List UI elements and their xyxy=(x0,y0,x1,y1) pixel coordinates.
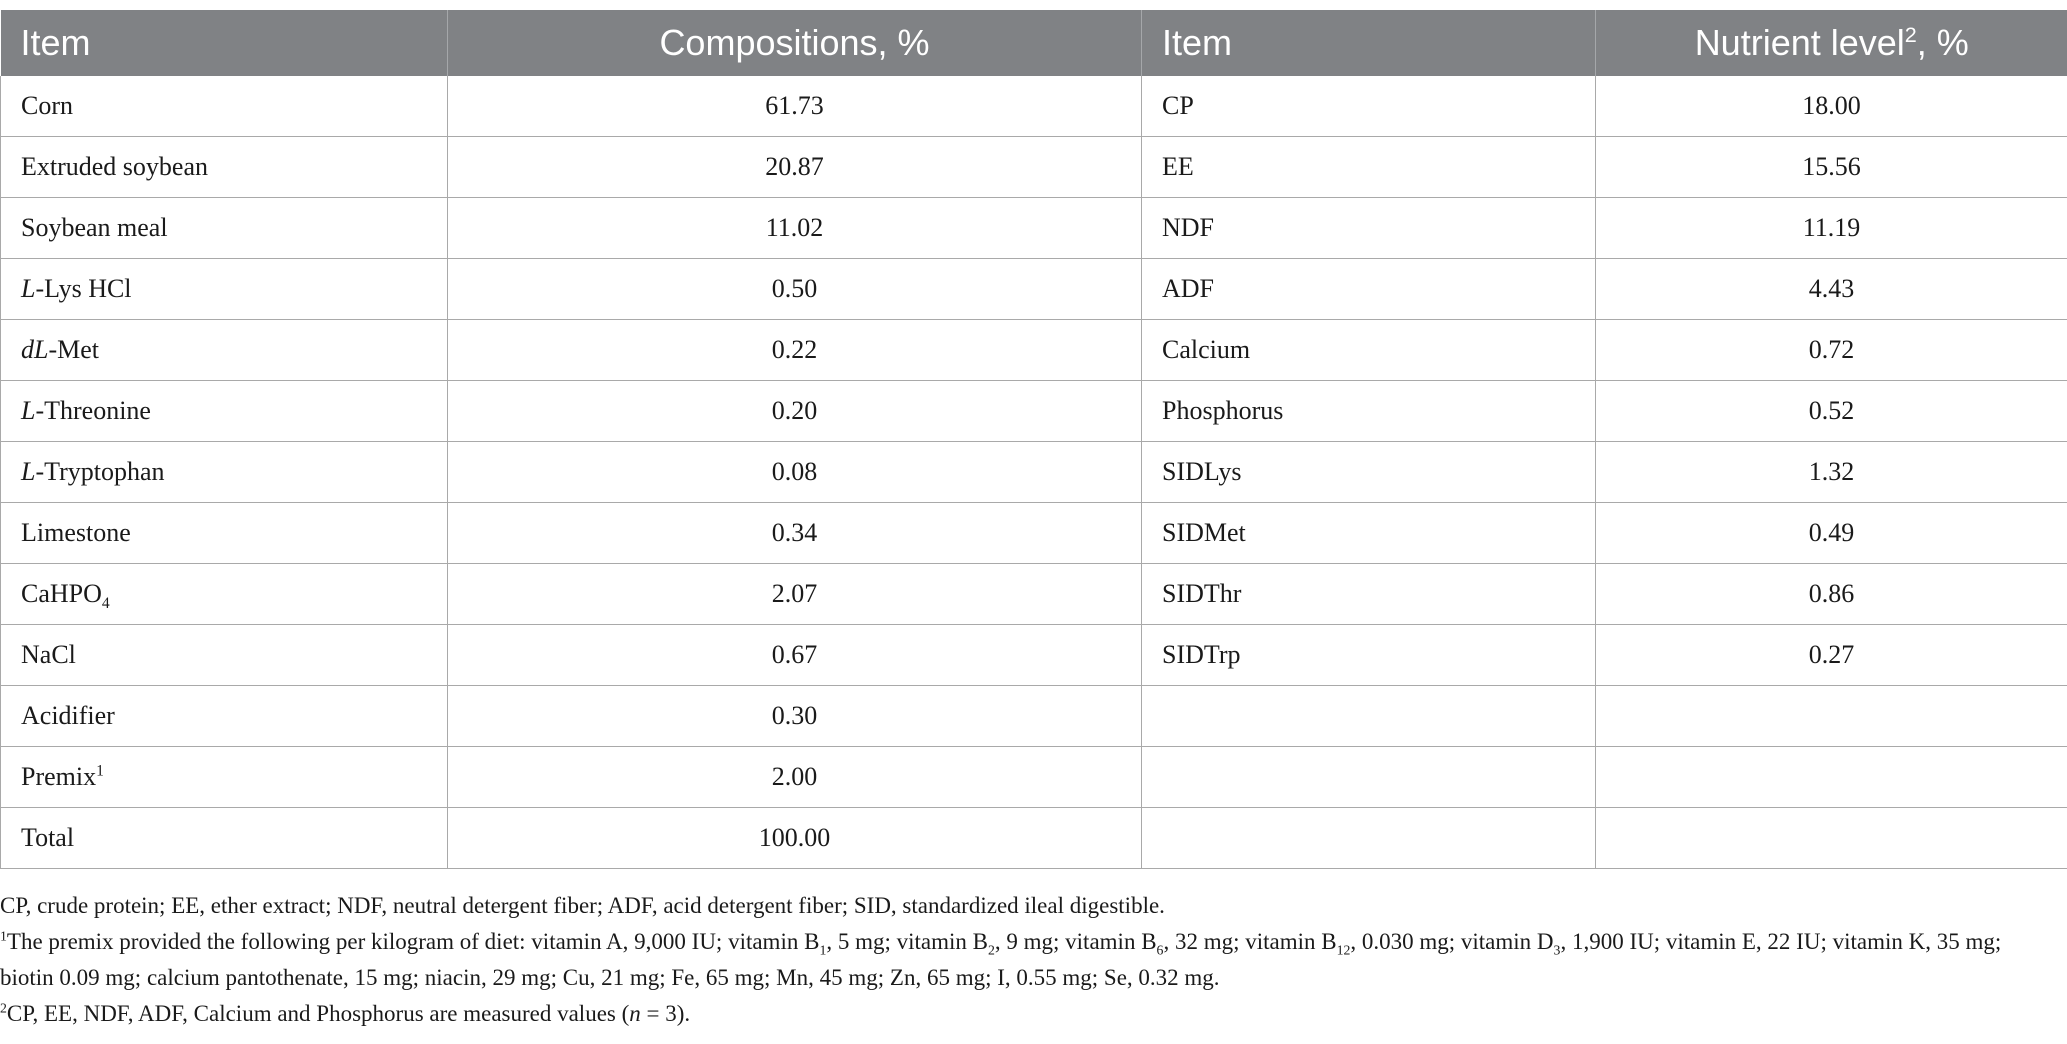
header-item: Item xyxy=(1,10,448,76)
ingredient-name: NaCl xyxy=(21,640,76,669)
footnote-2-text: CP, EE, NDF, ADF, Calcium and Phosphorus are measured values ( xyxy=(6,1001,630,1026)
ingredient-name: Premix xyxy=(21,762,97,791)
header-nutrient-level xyxy=(1596,10,2067,76)
cell-ingredient xyxy=(1,747,448,808)
cell-ingredient xyxy=(1,625,448,686)
header-row xyxy=(1,10,2067,76)
table-row xyxy=(1,503,2067,564)
cell-composition: 61.73 xyxy=(448,76,1142,137)
cell-nutrient-level: 0.49 xyxy=(1596,503,2067,564)
ingredient-italic-prefix: L xyxy=(21,457,36,486)
ingredient-name: Soybean meal xyxy=(21,213,168,242)
ingredient-name: Total xyxy=(21,823,75,852)
ingredient-footnote-mark: 1 xyxy=(96,762,104,780)
cell-nutrient xyxy=(1142,808,1596,869)
cell-nutrient-level xyxy=(1596,686,2067,747)
table-row xyxy=(1,259,2067,320)
table-row xyxy=(1,381,2067,442)
footnote-2-italic: n xyxy=(629,1001,641,1026)
diet-composition-table-wrapper xyxy=(0,10,2067,869)
ingredient-name: -Met xyxy=(48,335,100,364)
abbreviations-note: CP, crude protein; EE, ether extract; NDF, neutral detergent fiber; ADF, acid detergent fiber; SID, standardized ileal digestible. xyxy=(0,893,1165,918)
cell-ingredient xyxy=(1,76,448,137)
cell-nutrient-level: 0.72 xyxy=(1596,320,2067,381)
ingredient-italic-prefix: dL xyxy=(21,335,49,364)
footnote-2-mark: 2 xyxy=(0,1000,7,1016)
table-row xyxy=(1,137,2067,198)
cell-nutrient-level: 0.86 xyxy=(1596,564,2067,625)
footnote-1-sub: 2 xyxy=(987,942,995,958)
footnote-1-sub: 6 xyxy=(1156,942,1164,958)
table-footnotes xyxy=(0,888,2060,1032)
cell-composition: 0.22 xyxy=(448,320,1142,381)
cell-nutrient: ADF xyxy=(1142,259,1596,320)
cell-nutrient xyxy=(1142,686,1596,747)
cell-ingredient xyxy=(1,137,448,198)
footnote-1-mark: 1 xyxy=(0,928,7,944)
header-item-2: Item xyxy=(1142,10,1596,76)
cell-composition: 0.08 xyxy=(448,442,1142,503)
header-nutrient-text: Nutrient level xyxy=(1694,22,1905,63)
cell-nutrient: SIDTrp xyxy=(1142,625,1596,686)
cell-composition: 11.02 xyxy=(448,198,1142,259)
table-row xyxy=(1,808,2067,869)
cell-composition: 100.00 xyxy=(448,808,1142,869)
ingredient-subscript: 4 xyxy=(101,595,110,613)
table-row xyxy=(1,76,2067,137)
table-row xyxy=(1,198,2067,259)
header-nutrient-unit: , % xyxy=(1916,22,1969,63)
cell-ingredient xyxy=(1,320,448,381)
table-body xyxy=(1,76,2067,869)
ingredient-name: Extruded soybean xyxy=(21,152,209,181)
table-header xyxy=(1,10,2067,76)
cell-ingredient xyxy=(1,381,448,442)
footnote-1-text: , 5 mg; vitamin B xyxy=(826,929,988,954)
table-row xyxy=(1,686,2067,747)
cell-composition: 0.50 xyxy=(448,259,1142,320)
cell-nutrient-level: 0.52 xyxy=(1596,381,2067,442)
cell-nutrient: SIDLys xyxy=(1142,442,1596,503)
cell-nutrient: Calcium xyxy=(1142,320,1596,381)
cell-composition: 0.20 xyxy=(448,381,1142,442)
cell-ingredient xyxy=(1,503,448,564)
cell-nutrient: EE xyxy=(1142,137,1596,198)
ingredient-name: Acidifier xyxy=(21,701,115,730)
ingredient-name: Limestone xyxy=(21,518,131,547)
table-row xyxy=(1,442,2067,503)
footnote-1-sub: 3 xyxy=(1553,942,1561,958)
footnote-1 xyxy=(0,924,2060,996)
cell-nutrient-level: 0.27 xyxy=(1596,625,2067,686)
cell-nutrient-level: 4.43 xyxy=(1596,259,2067,320)
cell-ingredient xyxy=(1,259,448,320)
footnote-1-text: , 32 mg; vitamin B xyxy=(1163,929,1337,954)
cell-ingredient xyxy=(1,198,448,259)
cell-nutrient-level: 18.00 xyxy=(1596,76,2067,137)
cell-ingredient xyxy=(1,808,448,869)
cell-composition: 2.07 xyxy=(448,564,1142,625)
ingredient-name: -Tryptophan xyxy=(35,457,165,486)
footnote-1-text: , 0.030 mg; vitamin D xyxy=(1350,929,1554,954)
footnote-2 xyxy=(0,996,2060,1032)
cell-nutrient xyxy=(1142,747,1596,808)
ingredient-name: -Lys HCl xyxy=(35,274,132,303)
footnote-1-sub: 1 xyxy=(819,942,827,958)
cell-nutrient: NDF xyxy=(1142,198,1596,259)
cell-composition: 0.30 xyxy=(448,686,1142,747)
cell-nutrient: CP xyxy=(1142,76,1596,137)
ingredient-italic-prefix: L xyxy=(21,396,36,425)
cell-nutrient: Phosphorus xyxy=(1142,381,1596,442)
cell-nutrient-level xyxy=(1596,808,2067,869)
footnote-1-text: , 9 mg; vitamin B xyxy=(994,929,1157,954)
cell-nutrient-level xyxy=(1596,747,2067,808)
footnote-2-text: = 3). xyxy=(640,1001,691,1026)
cell-nutrient-level: 11.19 xyxy=(1596,198,2067,259)
diet-composition-table xyxy=(0,10,2067,869)
cell-ingredient xyxy=(1,442,448,503)
cell-ingredient xyxy=(1,686,448,747)
ingredient-name: -Threonine xyxy=(35,396,151,425)
cell-composition: 20.87 xyxy=(448,137,1142,198)
table-row xyxy=(1,625,2067,686)
cell-composition: 2.00 xyxy=(448,747,1142,808)
ingredient-italic-prefix: L xyxy=(21,274,36,303)
cell-nutrient: SIDThr xyxy=(1142,564,1596,625)
cell-nutrient: SIDMet xyxy=(1142,503,1596,564)
cell-nutrient-level: 1.32 xyxy=(1596,442,2067,503)
table-row xyxy=(1,747,2067,808)
cell-nutrient-level: 15.56 xyxy=(1596,137,2067,198)
cell-ingredient xyxy=(1,564,448,625)
ingredient-name: CaHPO xyxy=(21,579,102,608)
cell-composition: 0.34 xyxy=(448,503,1142,564)
header-nutrient-footnote-mark: 2 xyxy=(1904,22,1917,47)
table-row xyxy=(1,564,2067,625)
table-row xyxy=(1,320,2067,381)
footnote-1-text: , 1,900 IU; vitamin E, 22 IU; vitamin K, 35 mg; biotin 0.09 mg; calcium pantothenate, 15 mg; niacin, 29 mg; Cu, 21 mg; Fe, 65 mg; Mn, 45 mg; Zn, 65 mg; I, 0.55 mg; Se, 0.32 mg. xyxy=(0,929,2002,990)
footnote-1-text: The premix provided the following per kilogram of diet: vitamin A, 9,000 IU; vitamin B xyxy=(6,929,820,954)
footnote-1-sub: 12 xyxy=(1336,942,1351,958)
cell-composition: 0.67 xyxy=(448,625,1142,686)
ingredient-name: Corn xyxy=(21,91,73,120)
header-compositions: Compositions, % xyxy=(448,10,1142,76)
